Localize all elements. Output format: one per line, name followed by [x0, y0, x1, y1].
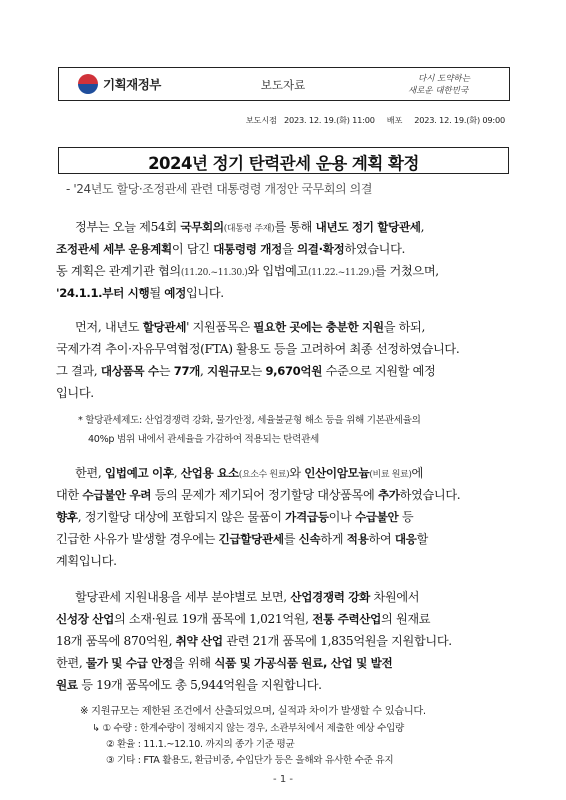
p2-line-1: 먼저, 내년도 할당관세' 지원품목은 필요한 곳에는 충분한 지원을 하되, — [75, 320, 426, 334]
p2-line-2: 국제가격 추이·자유무역협정(FTA) 활용도 등을 고려하여 최종 선정하였습니다. — [56, 342, 460, 356]
ministry-name: 기획재정부 — [103, 77, 161, 92]
slogan-line-2: 새로운 대한민국 — [408, 86, 469, 96]
p1-line-3: 동 계획은 관계기관 협의(11.20.~11.30.)와 입법예고(11.22.~11.29.)를 거쳤으며, — [56, 264, 439, 278]
note-main: ※ 지원규모는 제한된 조건에서 산출되었으며, 실적과 차이가 발생할 수 있습니다. — [80, 706, 426, 717]
footnote-line-1: * 할당관세제도: 산업경쟁력 강화, 물가안정, 세율불균형 해소 등을 위해 기본관세율의 — [78, 415, 421, 426]
slogan-handwriting — [404, 70, 504, 98]
document-type: 보도자료 — [260, 78, 306, 92]
note-item-1: ↳ ① 수량 : 한계수량이 정해지지 않는 경우, 소관부처에서 제출한 예상 수입량 — [92, 723, 405, 734]
p2-line-4: 입니다. — [56, 386, 94, 400]
note-item-3: ③ 기타 : FTA 활용도, 환급비중, 수입단가 등은 올해와 유사한 수준 유지 — [106, 755, 394, 766]
p3-line-3: 향후, 정기할당 대상에 포함되지 않은 물품이 가격급등이나 수급불안 등 — [56, 510, 414, 524]
p3-line-2: 대한 수급불안 우려 등의 문제가 제기되어 정기할당 대상품목에 추가하였습니다. — [56, 488, 461, 502]
p2-line-3: 그 결과, 대상품목 수는 77개, 지원규모는 9,670억원 수준으로 지원할 예정 — [56, 364, 436, 378]
release-info — [0, 115, 505, 126]
release-label: 보도시점 — [245, 115, 277, 125]
p4-line-1: 할당관세 지원내용을 세부 분야별로 보면, 산업경쟁력 강화 차원에서 — [75, 590, 420, 604]
p1-line-2: 조정관세 세부 운용계획이 담긴 대통령령 개정을 의결·확정하였습니다. — [56, 242, 406, 256]
p3-line-5: 계획입니다. — [56, 554, 117, 568]
p1-line-1: 정부는 오늘 제54회 국무회의(대통령 주재)를 통해 내년도 정기 할당관세, — [75, 220, 425, 234]
footnote-line-2: 40%p 범위 내에서 관세율을 가감하여 적용되는 탄력관세 — [88, 434, 320, 445]
distribution-time: 2023. 12. 19.(화) 09:00 — [414, 115, 505, 125]
p4-line-2: 신성장 산업의 소재·원료 19개 품목에 1,021억원, 전통 주력산업의 원재료 — [56, 612, 431, 626]
note-item-2: ② 환율 : 11.1.~12.10. 까지의 종가 기준 평균 — [106, 739, 295, 750]
distribution-label: 배포 — [386, 115, 403, 125]
p4-line-4: 한편, 물가 및 수급 안정을 위해 식품 및 가공식품 원료, 산업 및 발전 — [56, 656, 393, 670]
page-number: - 1 - — [273, 774, 293, 785]
p4-line-3: 18개 품목에 870억원, 취약 산업 관련 21개 품목에 1,835억원을 지원합니다. — [56, 634, 452, 648]
page-subtitle: - '24년도 할당·조정관세 관련 대통령령 개정안 국무회의 의결 — [66, 182, 373, 196]
p4-line-5: 원료 등 19개 품목에도 총 5,944억원을 지원합니다. — [56, 678, 322, 692]
release-time: 2023. 12. 19.(화) 11:00 — [283, 115, 375, 125]
slogan-line-1: 다시 도약하는 — [418, 74, 470, 84]
p3-line-4: 긴급한 사유가 발생할 경우에는 긴급할당관세를 신속하게 적용하여 대응할 — [56, 532, 428, 546]
p1-line-4: '24.1.1.부터 시행될 예정입니다. — [56, 286, 224, 300]
page-title: 2024년 정기 탄력관세 운용 계획 확정 — [148, 154, 419, 173]
p3-line-1: 한편, 입법예고 이후, 산업용 요소(요소수 원료)와 인산이암모늄(비료 원료)에 — [75, 466, 423, 480]
